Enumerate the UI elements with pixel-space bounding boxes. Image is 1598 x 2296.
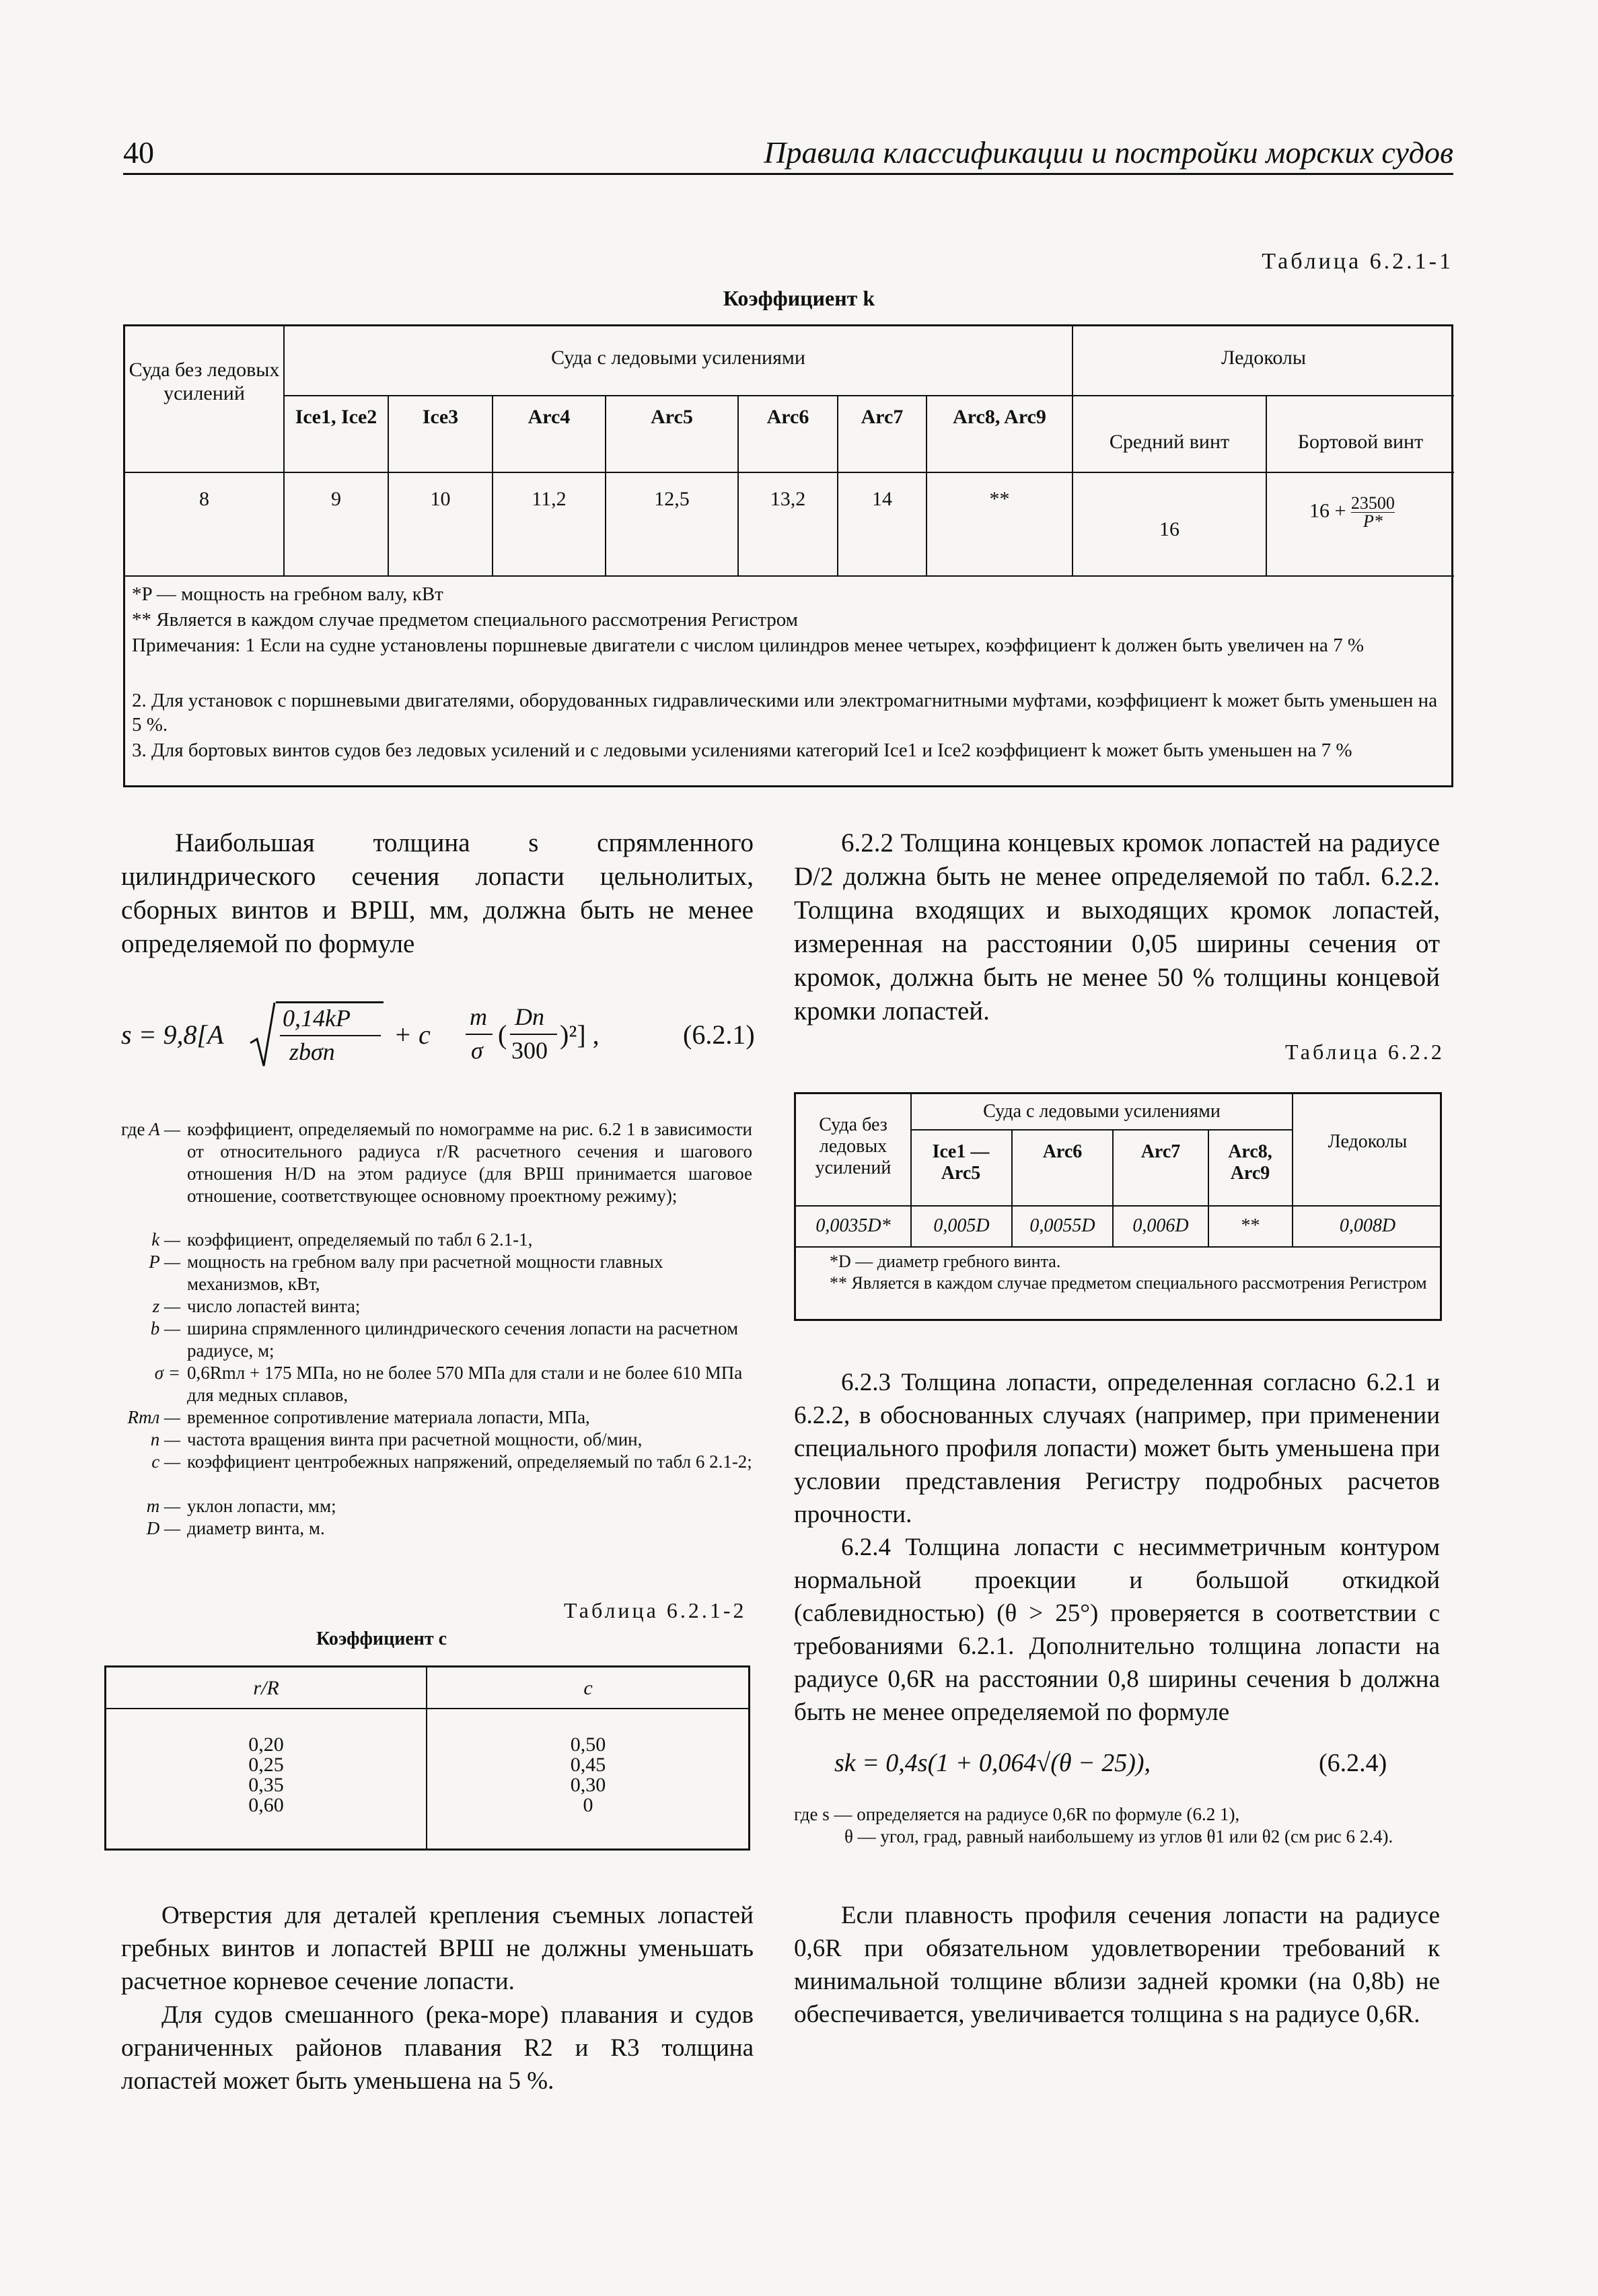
c-value: 0,45: [570, 1754, 606, 1776]
grid-line: [796, 1246, 1442, 1248]
value-ice3: 10: [430, 488, 451, 510]
where-sym-k: k —: [151, 1229, 180, 1250]
grid-line: [796, 1205, 1442, 1207]
t2-col-arc7: Arc7: [1140, 1141, 1181, 1162]
formula-dn: Dn: [515, 1003, 544, 1030]
holes-paragraph: Отверстия для деталей крепления съемных лопастей гребных винтов и лопастей ВРШ не должны уменьшать расчетное корневое сечение лопасти.: [121, 1902, 754, 1995]
t2-value: 0,0055D: [1029, 1215, 1095, 1236]
t2-value: 0,0035D*: [815, 1215, 891, 1236]
formula-root-den: zbσn: [289, 1038, 335, 1065]
t2-col-ice1-arc5: Ice1 — Arc5: [932, 1141, 990, 1184]
formula-m: m: [470, 1003, 487, 1030]
where-text-a: коэффициент, определяемый по номограмме на рис. 6.2 1 в зависимости от относительного радиуса r/R расчетного сечения и шагового отношения H/D на этом радиусе (для ВРШ принимается шаговое отношение, соответствующее основному проектному режиму);: [187, 1119, 752, 1206]
table1-note-2: 2. Для установок с поршневыми двигателями, оборудованных гидравлическими или электромагнитными муфтами, коэффициент k может быть уменьшен на 5 %.: [132, 690, 1438, 736]
formula-6-2-1: s = 9,8[A 0,14kP zbσn + c m σ ( Dn 300 )²] , (6.2.1): [121, 996, 767, 1077]
where2-s: где s — определяется на радиусе 0,6R по формуле (6.2 1),: [794, 1804, 1240, 1824]
where-text-k: коэффициент, определяемый по табл 6 2.1-1,: [187, 1229, 533, 1250]
side-formula-base: 16 +: [1309, 499, 1346, 522]
where-sym-d: D —: [146, 1518, 180, 1538]
formula-prefix: s = 9,8[A: [121, 1019, 224, 1050]
t2-value: 0,008D: [1339, 1215, 1396, 1236]
value-ice1-ice2: 9: [331, 488, 341, 510]
where-sym-n: n —: [150, 1429, 180, 1449]
value-no-ice: 8: [199, 488, 209, 510]
final-paragraph: Если плавность профиля сечения лопасти на радиусе 0,6R при обязательном удовлетворении требований к минимальной толщине вблизи задней кромки (на 0,8b) не обеспечивается, увеличивается толщина s на радиусе 0,6R.: [794, 1902, 1440, 2028]
col-arc7: Arc7: [861, 406, 904, 428]
col-arc8-arc9: Arc8, Arc9: [953, 406, 1046, 428]
r-value: 0,25: [248, 1754, 284, 1776]
table3: [104, 1665, 750, 1851]
col-c: c: [583, 1677, 593, 1699]
table3-caption: Коэффициент c: [316, 1628, 447, 1649]
t2-value: 0,005D: [933, 1215, 990, 1236]
table1-label: Таблица 6.2.1-1: [1262, 249, 1453, 274]
t2-col-arc8-arc9: Arc8, Arc9: [1228, 1141, 1272, 1184]
c-value: 0,50: [570, 1733, 606, 1756]
t2-value: 0,006D: [1132, 1215, 1189, 1236]
table1-note-1: Примечания: 1 Если на судне установлены поршневые двигатели с числом цилиндров менее четырех, коэффициент k должен быть увеличен на 7 %: [132, 635, 1365, 656]
where-sym-c: c —: [151, 1451, 180, 1472]
value-arc5: 12,5: [654, 488, 690, 510]
value-arc7: 14: [872, 488, 892, 510]
table1-note-3: 3. Для бортовых винтов судов без ледовых усилений и с ледовыми усилениями категорий Ice1 и Ice2 коэффициент k может быть уменьшен на 7 %: [132, 740, 1352, 761]
c-value: 0: [583, 1794, 593, 1816]
header-rule: [123, 173, 1453, 175]
where2-theta: θ — угол, град, равный наибольшему из углов θ1 или θ2 (см рис 6 2.4).: [844, 1826, 1393, 1846]
where-text-d: диаметр винта, м.: [187, 1518, 325, 1538]
formula-plus: + c: [394, 1019, 431, 1050]
grid-line: [1266, 395, 1267, 575]
where-text-p: мощность на гребном валу при расчетной мощности главных механизмов, кВт,: [187, 1252, 663, 1294]
t2-note-special: ** Является в каждом случае предметом специального рассмотрения Регистром: [830, 1273, 1427, 1293]
grid-line: [910, 1129, 1292, 1131]
formula-6-2-4: sk = 0,4s(1 + 0,064√(θ − 25)),: [834, 1749, 1151, 1777]
where-sym-m: m —: [146, 1496, 180, 1516]
value-arc8-arc9: **: [989, 488, 1010, 510]
where-text-m: уклон лопасти, мм;: [187, 1496, 336, 1516]
formula-root-num: 0,14kP: [283, 1005, 351, 1032]
col-arc6: Arc6: [766, 406, 809, 428]
where-word: где: [121, 1119, 145, 1139]
table3-label: Таблица 6.2.1-2: [564, 1598, 747, 1622]
col-ice-group: Суда с ледовыми усилениями: [551, 347, 805, 369]
where-sym-rm: Rmл —: [127, 1407, 180, 1427]
col-side-screw: Бортовой винт: [1297, 431, 1424, 453]
col-ice1-ice2: Ice1, Ice2: [295, 406, 377, 428]
value-side-screw: [1309, 495, 1395, 530]
where-text-sigma: 0,6Rmл + 175 МПа, но не более 570 МПа для стали и не более 610 МПа для медных сплавов,: [187, 1363, 743, 1405]
t2-col-ice-group: Суда с ледовыми усилениями: [983, 1101, 1221, 1122]
c-value: 0,30: [570, 1774, 606, 1796]
t2-note-d: *D — диаметр гребного винта.: [830, 1252, 1061, 1271]
section-6-2-2: 6.2.2 Толщина концевых кромок лопастей на радиусе D/2 должна быть не менее определяемой по табл. 6.2.2. Толщина входящих и выходящих кромок лопастей, измеренная на расстоянии 0,05 ширины сечения от кромок, должна быть не менее 50 % толщины концевой кромки лопастей.: [794, 828, 1440, 1026]
section-6-2-3: 6.2.3 Толщина лопасти, определенная согласно 6.2.1 и 6.2.2, в обоснованных случаях (например, при применении специального профиля лопасти) может быть уменьшена при условии представления Регистру подробных расчетов прочности.: [794, 1369, 1440, 1528]
table1-note-special: ** Является в каждом случае предметом специального рассмотрения Регистром: [132, 609, 799, 631]
grid-line: [125, 575, 1454, 577]
value-center-screw: 16: [1159, 518, 1179, 540]
grid-line: [106, 1708, 749, 1709]
where-text-z: число лопастей винта;: [187, 1296, 361, 1316]
r-value: 0,20: [248, 1733, 284, 1756]
col-r-over-r: r/R: [253, 1677, 279, 1699]
t2-col-icebreakers: Ледоколы: [1328, 1131, 1408, 1152]
where-sym-b: b —: [150, 1318, 180, 1338]
where-sym-z: z —: [152, 1296, 180, 1316]
r-value: 0,35: [248, 1774, 284, 1796]
formula-number: (6.2.1): [683, 1019, 755, 1050]
t2-col-no-ice: Суда без ледовых усилений: [815, 1114, 892, 1179]
where-text-c: коэффициент центробежных напряжений, определяемый по табл 6 2.1-2;: [187, 1451, 752, 1472]
col-center-screw: Средний винт: [1109, 431, 1230, 453]
table1-caption: Коэффициент k: [723, 286, 875, 310]
where-text-rm: временное сопротивление материала лопасти, МПа,: [187, 1407, 590, 1427]
grid-line: [283, 395, 1454, 396]
value-arc6: 13,2: [770, 488, 806, 510]
running-title: Правила классификации и постройки морских судов: [764, 135, 1453, 170]
table2-label: Таблица 6.2.2: [1285, 1040, 1445, 1064]
where-text-n: частота вращения винта при расчетной мощности, об/мин,: [187, 1429, 643, 1449]
formula-sigma: σ: [471, 1037, 483, 1064]
sqrt-icon: [249, 1001, 276, 1069]
where-sym-p: P —: [149, 1252, 180, 1272]
page-number: 40: [123, 135, 154, 170]
col-icebreakers: Ледоколы: [1221, 347, 1307, 369]
where-sym-a: A —: [149, 1119, 180, 1139]
where-sym-sigma: σ =: [154, 1363, 180, 1383]
col-ice3: Ice3: [422, 406, 459, 428]
grid-line: [125, 472, 1454, 473]
r-value: 0,60: [248, 1794, 284, 1816]
side-formula-den: P*: [1363, 511, 1383, 531]
formula-300: 300: [511, 1037, 548, 1064]
t2-col-arc6: Arc6: [1042, 1141, 1083, 1162]
col-arc5: Arc5: [651, 406, 693, 428]
value-arc4: 11,2: [532, 488, 567, 510]
t2-value: **: [1241, 1215, 1260, 1236]
table2: [794, 1092, 1442, 1321]
side-formula-num: 23500: [1350, 493, 1395, 513]
where-text-b: ширина спрямленного цилиндрического сечения лопасти на расчетном радиусе, м;: [187, 1318, 739, 1361]
col-arc4: Arc4: [528, 406, 571, 428]
formula-tail: )²] ,: [560, 1019, 600, 1050]
intro-paragraph: Наибольшая толщина s спрямленного цилиндрического сечения лопасти цельнолитых, сборных винтов и ВРШ, мм, должна быть не менее определяемой по формуле: [121, 828, 754, 958]
col-no-ice: Суда без ледовых усилений: [129, 359, 280, 404]
mixed-paragraph: Для судов смешанного (река-море) плавания и судов ограниченных районов плавания R2 и R3 толщина лопастей может быть уменьшена на 5 %.: [121, 2001, 754, 2095]
formula-6-2-4-number: (6.2.4): [1319, 1749, 1387, 1777]
table1: [123, 324, 1453, 787]
table1-note-power: *P — мощность на гребном валу, кВт: [132, 583, 443, 605]
section-6-2-4: 6.2.4 Толщина лопасти с несимметричным контуром нормальной проекции и большой откидкой (саблевидностью) (θ > 25°) проверяется в соответствии с требованиями 6.2.1. Дополнительно толщина лопасти на радиусе 0,6R на расстоянии 0,8 ширины сечения b должна быть не менее определяемой по формуле: [794, 1534, 1440, 1726]
